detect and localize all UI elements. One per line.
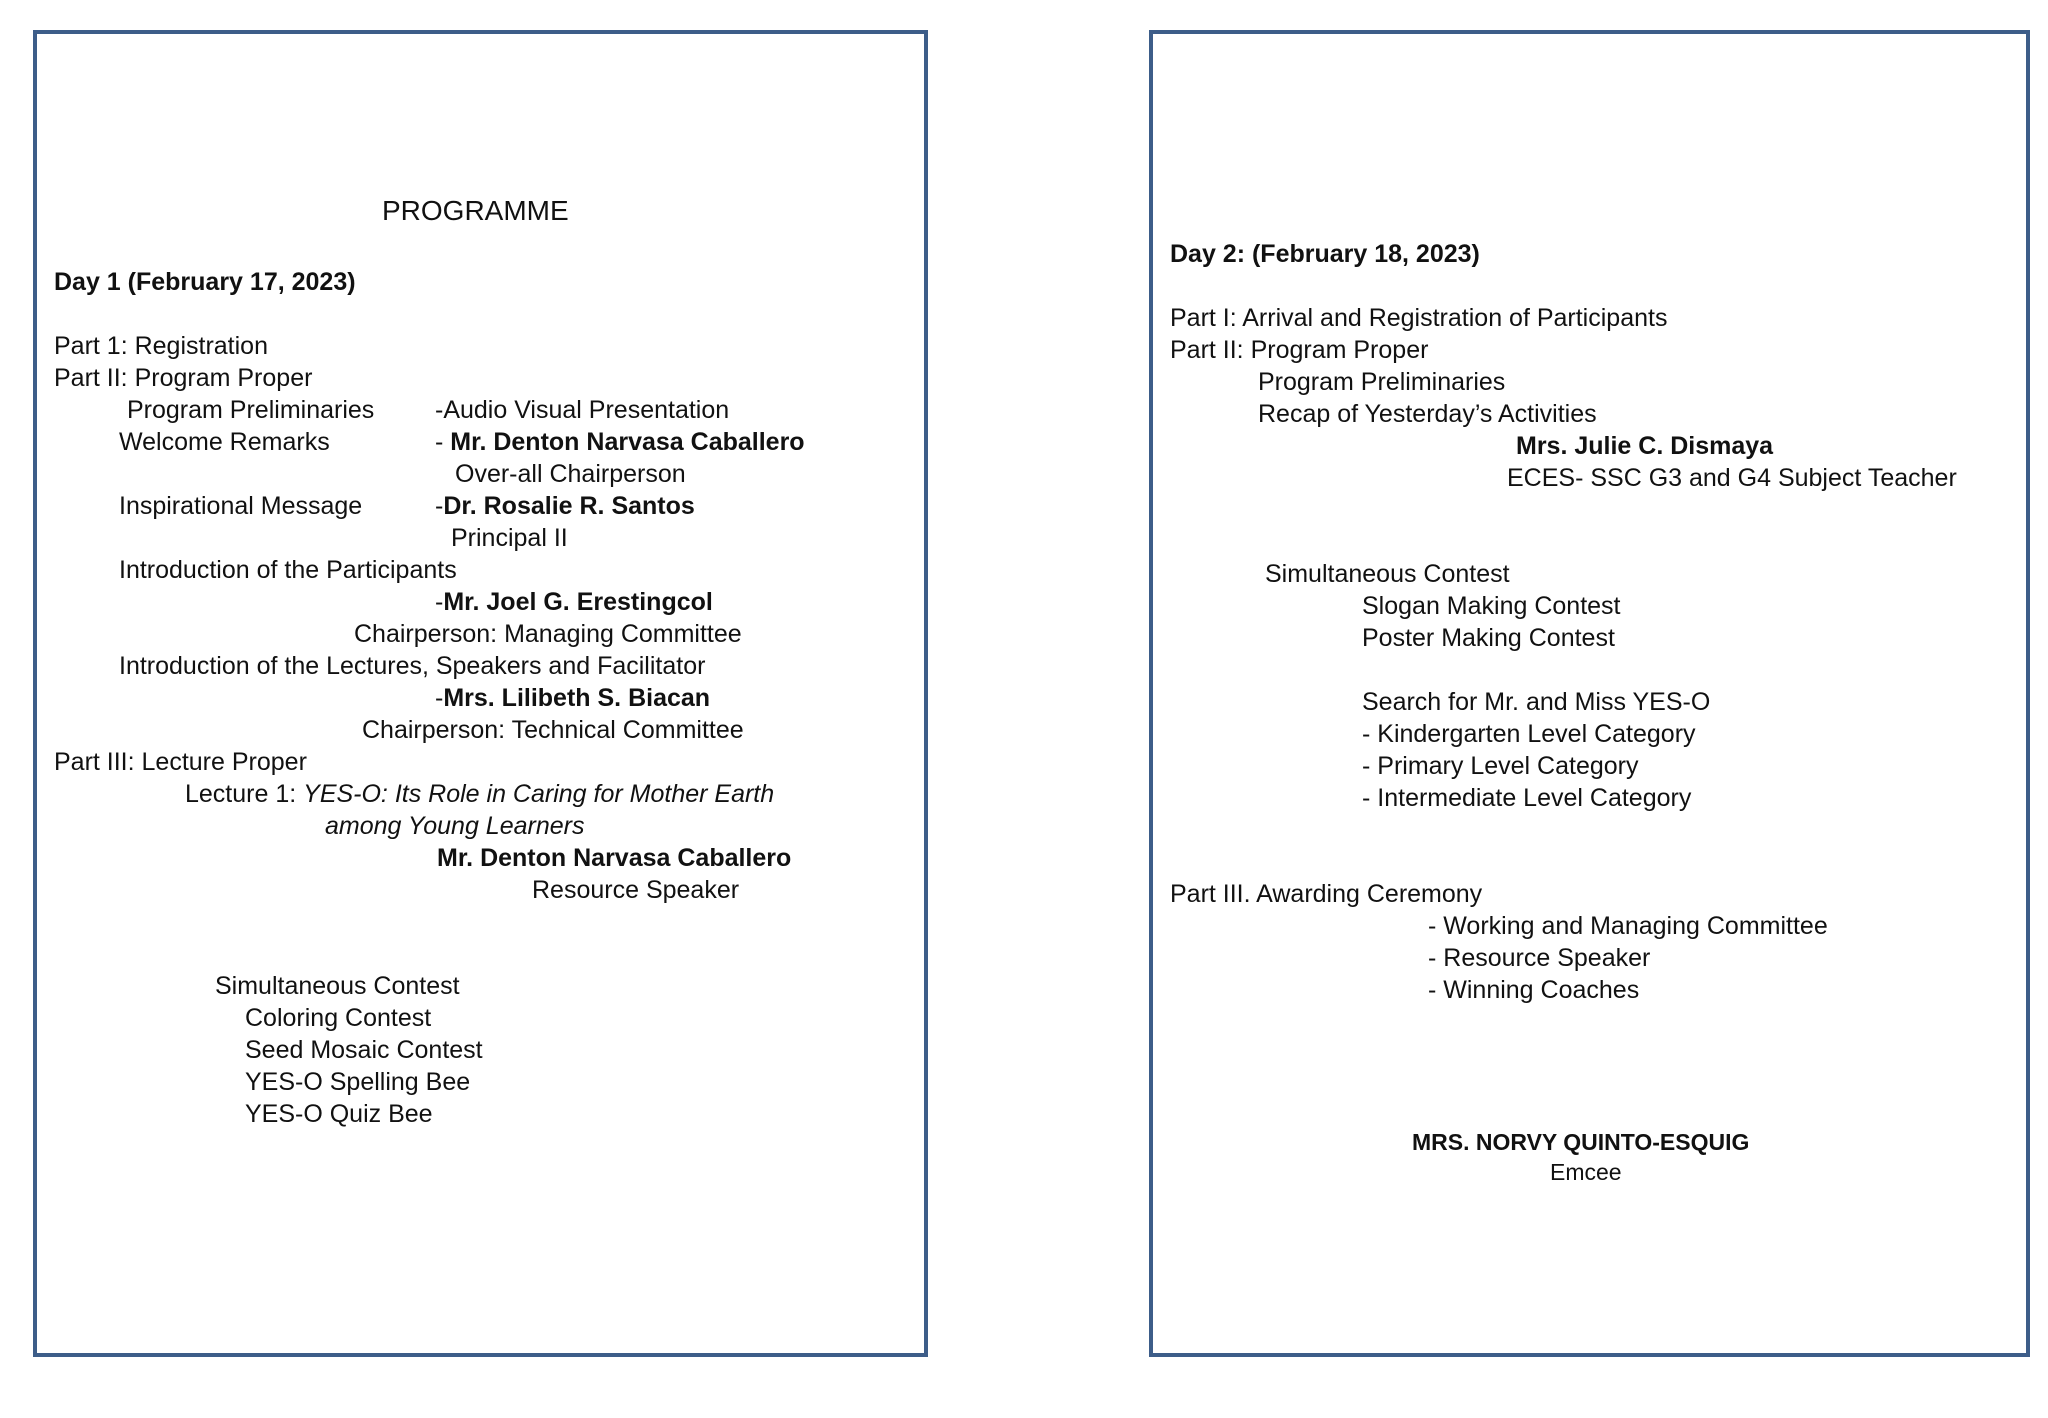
lecture1-title-line2: among Young Learners [325, 812, 585, 840]
day1-part1: Part 1: Registration [54, 332, 268, 360]
lecture1-prefix: Lecture 1: [185, 780, 304, 808]
day1-contest-item: Seed Mosaic Contest [245, 1036, 483, 1064]
lecture1-speaker: Mr. Denton Narvasa Caballero [437, 844, 792, 872]
day2-part3: Part III. Awarding Ceremony [1170, 880, 1483, 908]
recap-role: ECES- SSC G3 and G4 Subject Teacher [1507, 464, 1957, 492]
inspirational-speaker [435, 491, 695, 521]
search-heading: Search for Mr. and Miss YES-O [1362, 688, 1711, 716]
lectures-speaker [435, 683, 710, 713]
day1-heading: Day 1 (February 17, 2023) [54, 268, 356, 296]
day1-contest-item: Coloring Contest [245, 1004, 432, 1032]
lecture1-role: Resource Speaker [532, 876, 740, 904]
intro-participants: Introduction of the Participants [119, 556, 457, 584]
preliminaries-value: -Audio Visual Presentation [435, 396, 730, 424]
day1-part3: Part III: Lecture Proper [54, 748, 307, 776]
recap-name: Mrs. Julie C. Dismaya [1516, 432, 1774, 460]
day1-contest-item: YES-O Spelling Bee [245, 1068, 471, 1096]
award-item: - Winning Coaches [1428, 976, 1640, 1004]
day2-preliminaries: Program Preliminaries [1258, 368, 1506, 396]
emcee-name: MRS. NORVY QUINTO-ESQUIG [1412, 1129, 1750, 1155]
lectures-name: Mrs. Lilibeth S. Biacan [443, 684, 711, 712]
search-category: - Intermediate Level Category [1362, 784, 1692, 812]
day2-part2: Part II: Program Proper [1170, 336, 1429, 364]
day1-contest-heading: Simultaneous Contest [215, 972, 460, 1000]
lectures-role: Chairperson: Technical Committee [362, 716, 744, 744]
day2-contest-item: Slogan Making Contest [1362, 592, 1621, 620]
programme-title: PROGRAMME [382, 195, 569, 226]
preliminaries-label: Program Preliminaries [127, 396, 375, 424]
welcome-role: Over-all Chairperson [455, 460, 686, 488]
search-category: - Primary Level Category [1362, 752, 1639, 780]
day2-contest-item: Poster Making Contest [1362, 624, 1615, 652]
award-item: - Resource Speaker [1428, 944, 1651, 972]
participants-name: Mr. Joel G. Erestingcol [443, 588, 713, 616]
welcome-dash: - [435, 428, 451, 456]
inspirational-role: Principal II [451, 524, 568, 552]
day2-part1: Part I: Arrival and Registration of Participants [1170, 304, 1668, 332]
day2-heading: Day 2: (February 18, 2023) [1170, 240, 1480, 268]
day1-part2: Part II: Program Proper [54, 364, 313, 392]
participants-speaker [435, 587, 713, 617]
lecture1-title: YES-O: Its Role in Caring for Mother Earth [303, 780, 775, 808]
emcee-role: Emcee [1550, 1159, 1622, 1185]
inspirational-name: Dr. Rosalie R. Santos [443, 492, 695, 520]
lectures-dash: - [435, 684, 444, 712]
participants-role: Chairperson: Managing Committee [354, 620, 742, 648]
award-item: - Working and Managing Committee [1428, 912, 1828, 940]
inspirational-label: Inspirational Message [119, 492, 363, 520]
lecture1-line1 [185, 779, 774, 809]
welcome-name: Mr. Denton Narvasa Caballero [450, 428, 805, 456]
inspirational-dash: - [435, 492, 444, 520]
intro-lectures: Introduction of the Lectures, Speakers and Facilitator [119, 652, 706, 680]
welcome-speaker [435, 427, 805, 457]
day1-contest-item: YES-O Quiz Bee [245, 1100, 433, 1128]
welcome-label: Welcome Remarks [119, 428, 330, 456]
day2-recap: Recap of Yesterday’s Activities [1258, 400, 1597, 428]
participants-dash: - [435, 588, 444, 616]
search-category: - Kindergarten Level Category [1362, 720, 1696, 748]
day2-contest-heading: Simultaneous Contest [1265, 560, 1510, 588]
